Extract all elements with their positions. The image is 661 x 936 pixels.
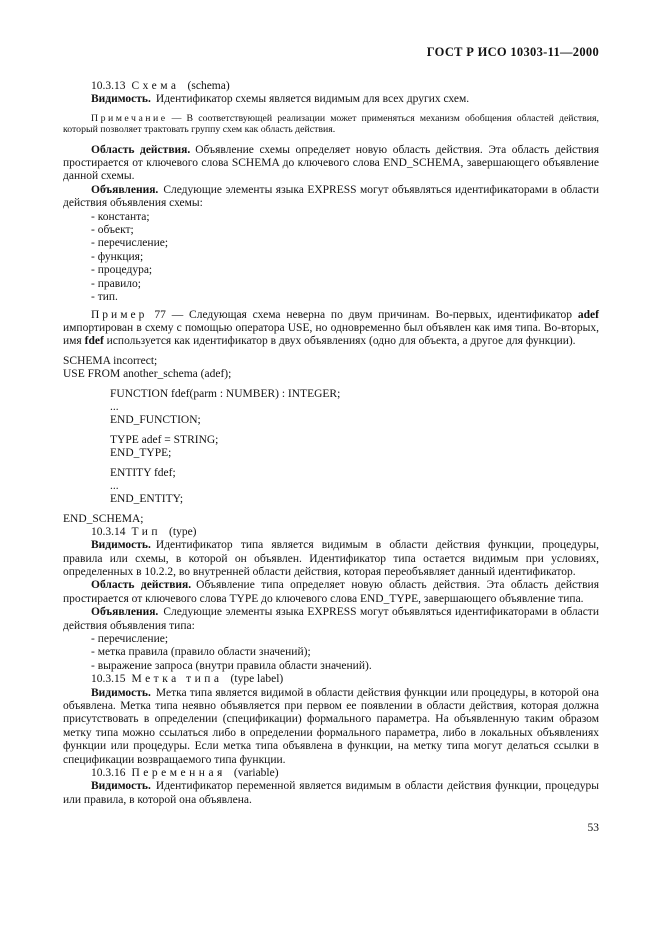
declarations-paragraph-14 [63,606,599,633]
section-heading-10-3-16 [63,767,599,780]
declarations-text: Следующие элементы языка EXPRESS могут объявляться идентификаторами в области действия объявления схемы: [63,183,599,210]
visibility-paragraph-14 [63,539,599,579]
code-line: END_TYPE; [110,446,172,459]
visibility-label: Видимость. [91,539,151,552]
scope-paragraph-14 [63,579,599,606]
section-heading-10-3-13 [63,80,599,93]
code-line: END_SCHEMA; [63,512,144,525]
section-number: 10.3.13 [91,80,126,92]
code-group [110,467,599,506]
list-item: - тип. [91,291,118,304]
example-text: импортирован в схему с помощью оператора USE, но одновременно был объявлен как имя типа. Во-вторых, имя [63,321,599,348]
section-title-ru: Схема [131,80,180,92]
declarations-label: Объявления. [91,183,159,196]
visibility-label: Видимость. [91,780,151,793]
document-number-header: ГОСТ Р ИСО 10303-11—2000 [426,45,599,59]
code-group [63,513,599,526]
list-item: - выражение запроса (внутри правила области значений). [91,659,372,672]
code-line: ENTITY fdef; [110,466,176,479]
note-label: Примечание [91,112,168,124]
scope-label: Область действия. [91,143,191,156]
page-number: 53 [587,822,599,834]
list-item: - правило; [91,277,141,290]
code-line: FUNCTION fdef(parm : NUMBER) : INTEGER; [110,387,341,400]
scope-label: Область действия. [91,579,192,592]
section-title-ru: Метка типа [131,673,223,686]
example-text: используется как идентификатор в двух объявлениях (одно для объекта, а другое для функции). [103,335,576,348]
list-item: - функция; [91,250,144,263]
section-heading-10-3-14 [63,526,599,539]
code-group [110,388,599,427]
example-77-paragraph [63,309,599,349]
identifier-fdef: fdef [84,335,104,348]
code-group [110,434,599,460]
code-line: END_ENTITY; [110,492,184,505]
list-item: - перечисление; [91,237,169,250]
declarations-paragraph-13 [63,184,599,211]
code-line: TYPE adef = STRING; [110,433,219,446]
scope-text: Объявление типа определяет новую область действия. Эта область действия простирается от ключевого слова TYPE до ключевого слова END_TYPE, завершающего объявление типа. [63,579,600,605]
list-item: - объект; [91,224,134,237]
example-text: 77 — Следующая схема неверна по двум причинам. Во-первых, идентификатор [154,308,578,321]
section-number: 10.3.14 [91,525,126,538]
note-text: — В соответствующей реализации может применяться механизм обобщения областей действия, который позволяет трактовать группу схем как область действия. [63,112,599,136]
declarations-label: Объявления. [91,606,159,619]
schema-declarations-list [63,211,599,305]
visibility-paragraph-16 [63,780,599,807]
example-label: Пример [91,308,148,321]
list-item: - константа; [91,210,150,223]
section-title-en: (variable) [233,767,279,780]
visibility-text: Идентификатор типа является видимым в области действия функции, процедуры, правила или схемы, в которой он объявлен. Идентификатор типа остается видимым при условиях, определенных в 10.2.2, во внутренней области действия, которая переобъявляет данный идентификатор. [63,539,599,578]
code-line: END_FUNCTION; [110,413,201,426]
code-line: SCHEMA incorrect; [63,354,158,367]
scope-paragraph-13 [63,144,599,184]
code-line: ... [110,400,119,413]
code-line: ... [110,479,119,492]
visibility-label: Видимость. [91,93,151,106]
visibility-text: Метка типа является видимой в области действия функции или процедуры, в которой она объявлена. Метка типа неявно объявляется при первом ее появлении в области действия, которая должна присутствовать в определении (спецификации) формального параметра. На объявленную таким образом метку типа можно ссылаться либо в определении формального параметра, либо в локальных объявлениях функции или процедуры. Если метка типа объявлена в функции, на метку типа могут делаться ссылки в спецификации возвращаемого типа функции. [63,686,599,766]
visibility-text: Идентификатор схемы является видимым для всех других схем. [155,93,470,106]
section-title-en: (schema) [187,80,230,92]
section-title-ru: Переменная [131,767,226,780]
list-item: - процедура; [91,264,153,277]
visibility-paragraph-15 [63,687,599,767]
type-declarations-list [63,633,599,673]
list-item: - перечисление; [91,632,169,645]
code-group [63,355,599,381]
section-number: 10.3.15 [91,673,126,686]
section-number: 10.3.16 [91,767,126,780]
section-title-ru: Тип [131,525,162,538]
list-item: - метка правила (правило области значений); [91,646,311,659]
note-paragraph [63,113,599,136]
visibility-text: Идентификатор переменной является видимым в области действия функции, процедуры или правила, в которой она объявлена. [63,780,599,806]
page-content [63,45,599,807]
visibility-paragraph-13 [63,93,599,106]
declarations-text: Следующие элементы языка EXPRESS могут объявляться идентификаторами в области действия объявления типа: [63,606,599,632]
section-title-en: (type label) [230,673,284,686]
visibility-label: Видимость. [91,686,151,699]
scope-text: Объявление схемы определяет новую область действия. Эта область действия простирается от ключевого слова SCHEMA до ключевого слова END_SCHEMA, завершающего объявление данной схемы. [63,143,599,183]
section-title-en: (type) [169,525,197,538]
section-heading-10-3-15 [63,673,599,686]
code-block-schema-incorrect [63,355,599,526]
code-line: USE FROM another_schema (adef); [63,367,232,380]
identifier-adef: adef [577,308,599,321]
